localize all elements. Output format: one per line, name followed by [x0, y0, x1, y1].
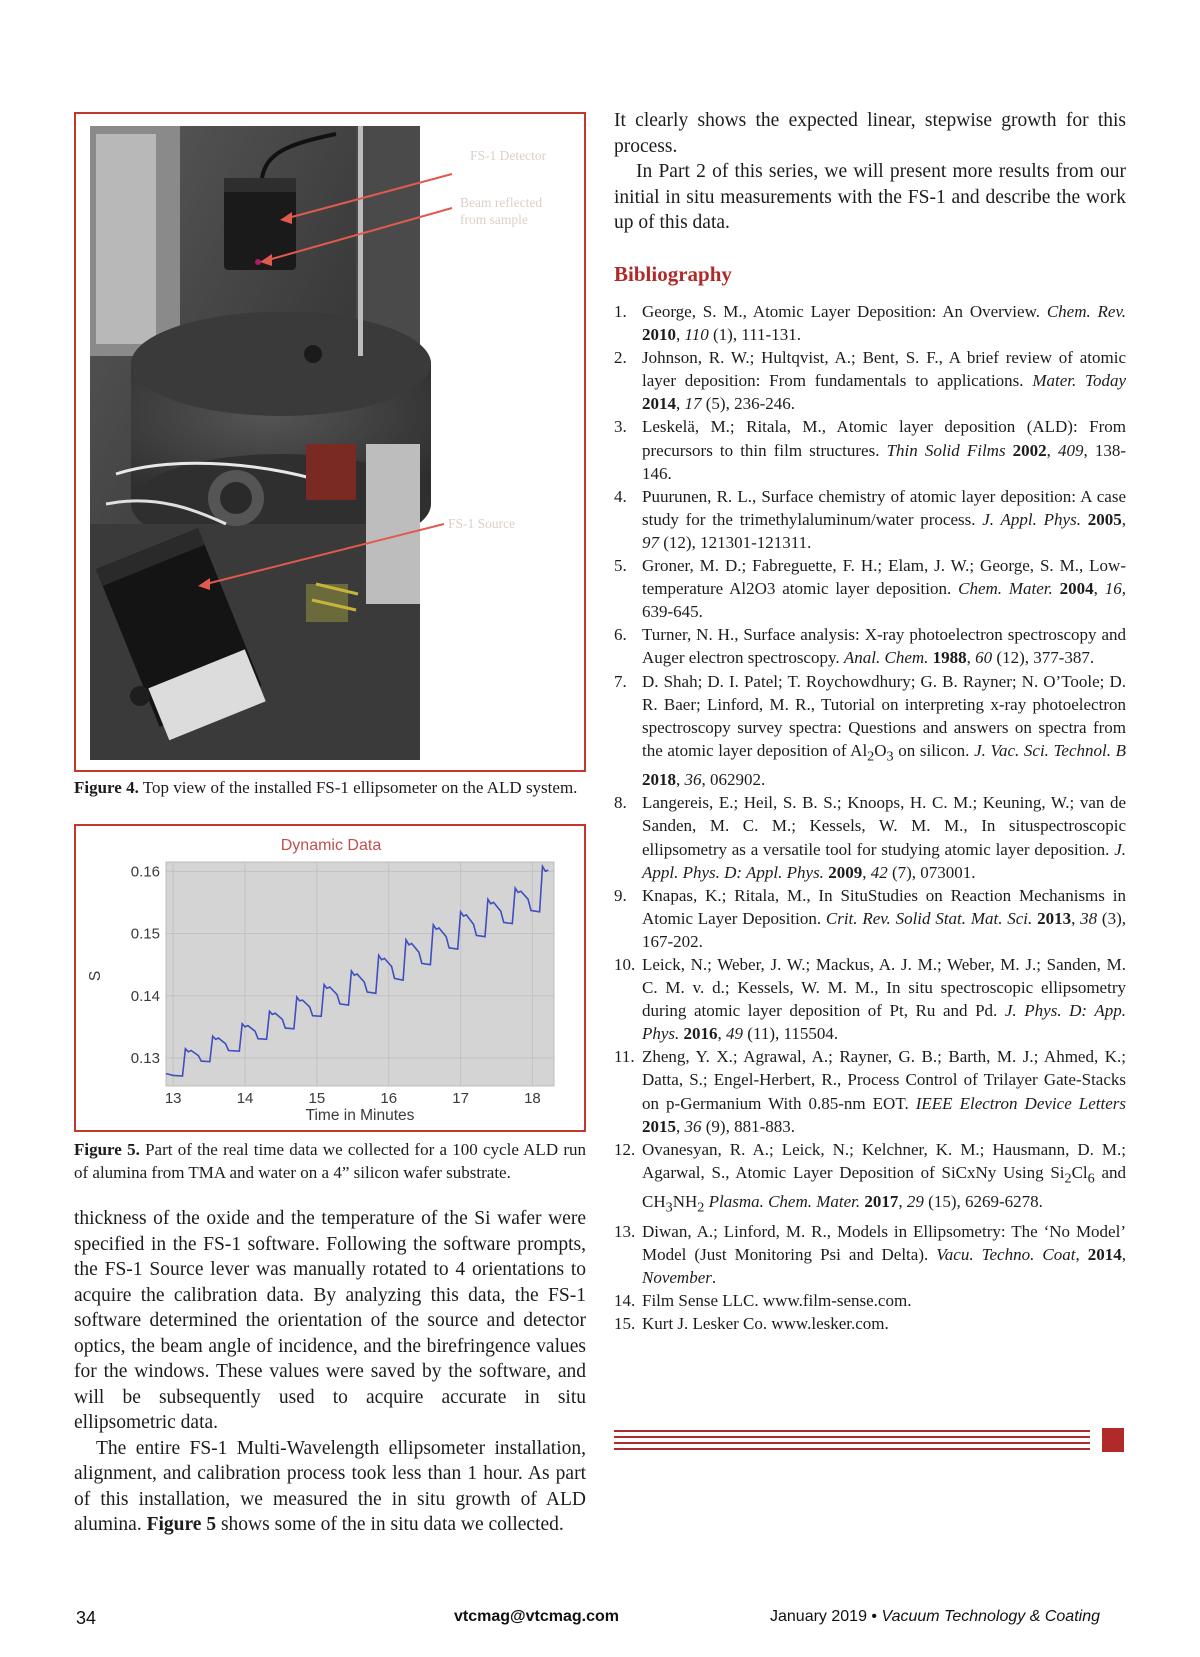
bibliography-entry-number: 10.	[614, 955, 636, 975]
bibliography-entry-text: Kurt J. Lesker Co. www.lesker.com.	[642, 1314, 889, 1334]
bibliography-entry	[614, 554, 1126, 623]
bibliography-entry	[614, 1138, 1126, 1220]
y-axis-label: S	[87, 970, 104, 982]
bibliography-entry	[614, 300, 1126, 346]
figure-4-caption-text: Top view of the installed FS-1 ellipsometer on the ALD system.	[138, 778, 578, 797]
decorative-rule	[614, 1448, 1090, 1450]
x-tick-label: 14	[236, 1090, 254, 1107]
right-column-text	[614, 108, 1126, 236]
bibliography-entry-number: 8.	[614, 793, 627, 813]
bibliography-entry	[614, 1045, 1126, 1137]
page-number: 34	[76, 1608, 97, 1628]
bibliography-entry-number: 11.	[614, 1047, 635, 1067]
bibliography-list	[614, 300, 1126, 1335]
left-column-text	[74, 1206, 586, 1538]
bibliography-entry-text: Film Sense LLC. www.film-sense.com.	[642, 1291, 912, 1311]
bibliography-entry-number: 13.	[614, 1221, 636, 1241]
footer-email: vtcmag@vtcmag.com	[454, 1608, 619, 1625]
bibliography-entry-text: Leick, N.; Weber, J. W.; Mackus, A. J. M.; Weber, M. J.; Sanden, M. C. M. v. d.; Kessels, W. M. M., In situ spectroscopic ellipsometry during atomic layer deposition of Pt, Ru and Pd. J. Phys. D: App. Phys. 2016, 49 (11), 115504.	[642, 955, 1126, 1044]
decorative-square	[1102, 1428, 1124, 1452]
y-tick-label: 0.13	[130, 1050, 160, 1067]
x-tick-label: 15	[308, 1090, 326, 1107]
decorative-rule	[614, 1436, 1090, 1438]
footer-bullet: •	[871, 1608, 878, 1625]
bibliography-entry-text: Diwan, A.; Linford, M. R., Models in Ellipsometry: The ‘No Model’ Model (Just Monitoring Psi and Delta). Vacu. Techno. Coat, 2014, November.	[642, 1221, 1127, 1288]
bibliography-entry-number: 12.	[614, 1139, 636, 1159]
chart-title: Dynamic Data	[280, 837, 382, 854]
plot-area	[166, 862, 554, 1086]
y-tick-label: 0.14	[130, 987, 160, 1005]
footer-publication: Vacuum Technology & Coating	[881, 1608, 1100, 1625]
bibliography-entry-text: Knapas, K.; Ritala, M., In SituStudies on Reaction Mechanisms in Atomic Layer Deposition. Crit. Rev. Solid Stat. Mat. Sci. 2013, 38 (3), 167-202.	[642, 885, 1126, 951]
right-paragraph-1: It clearly shows the expected linear, stepwise growth for this process.	[614, 110, 1126, 157]
bibliography-entry-text: Langereis, E.; Heil, S. B. S.; Knoops, H. C. M.; Keuning, W.; van de Sanden, M. C. M.; Kessels, W. M. M., In situspectroscopic ellipsometry as a versatile tool for studying atomic layer deposition. J. Appl. Phys. D: Appl. Phys. 2009, 42 (7), 073001.	[642, 793, 1126, 882]
callout-fs1-source: FS-1 Source	[448, 516, 516, 531]
bibliography-entry	[614, 1220, 1126, 1289]
bibliography-entry-number: 15.	[614, 1314, 636, 1334]
bibliography-entry-number: 7.	[614, 671, 627, 691]
bibliography-entry	[614, 485, 1126, 554]
figure-5-caption	[74, 1138, 586, 1184]
figure-4-caption	[74, 776, 586, 799]
callout-beam-reflected: Beam reflected	[460, 195, 543, 210]
bibliography-entry	[614, 670, 1126, 792]
bibliography-entry-text: Johnson, R. W.; Hultqvist, A.; Bent, S. F., A brief review of atomic layer deposition: From fundamentals to applications. Mater. Today 2014, 17 (5), 236-246.	[642, 348, 1126, 414]
bibliography-entry-text: Groner, M. D.; Fabreguette, F. H.; Elam, J. W.; George, S. M., Low-temperature Al2O3 atomic layer deposition. Chem. Mater. 2004, 16, 639-645.	[642, 556, 1127, 622]
figure-5-reference: Figure 5	[146, 1514, 217, 1535]
footer-date: January 2019	[770, 1608, 867, 1625]
figure-4-frame	[74, 112, 586, 772]
left-paragraph-2: The entire FS-1 Multi-Wavelength ellipsometer installation, alignment, and calibration process took less than 1 hour. As part of this installation, we measured the in situ growth of ALD alumina. Figure 5 shows some of the in situ data we collected.	[74, 1437, 586, 1535]
bibliography-entry	[614, 623, 1126, 669]
bibliography-entry-number: 3.	[614, 417, 627, 437]
y-tick-label: 0.15	[130, 925, 160, 943]
bibliography-entry-text: D. Shah; D. I. Patel; T. Roychowdhury; G. B. Rayner; N. O’Toole; D. R. Baer; Linford, M. R., Tutorial on interpreting x-ray photoelectron spectroscopy survey spectra: Questions and answers on spectra from the atomic layer deposition of $Al_2O_3$ on silicon. J. Vac. Sci. Technol. B 2018, 36, 062902.	[642, 671, 1126, 790]
y-tick-label: 0.16	[130, 863, 160, 881]
bibliography-entry-number: 1.	[614, 302, 627, 321]
bibliography-entry	[614, 415, 1126, 484]
x-tick-label: 16	[380, 1090, 398, 1107]
decorative-rule	[614, 1442, 1090, 1444]
figure-5-caption-text: Part of the real time data we collected for a 100 cycle ALD run of alumina from TMA and water on a 4” silicon wafer substrate.	[74, 1140, 586, 1182]
bibliography-entry-text: George, S. M., Atomic Layer Deposition: An Overview. Chem. Rev. 2010, 110 (1), 111-131.	[642, 302, 1126, 345]
bibliography-entry	[614, 953, 1126, 1045]
bibliography-entry	[614, 791, 1126, 883]
bibliography-entry-number: 5.	[614, 556, 627, 576]
bibliography-entry-text: Leskelä, M.; Ritala, M., Atomic layer deposition (ALD): From precursors to thin film structures. Thin Solid Films 2002, 409, 138-146.	[642, 417, 1127, 483]
figure-5-label: Figure 5.	[74, 1140, 140, 1159]
figure-5-frame	[74, 824, 586, 1132]
footer-date-publication	[770, 1608, 1100, 1626]
decorative-rule	[614, 1430, 1090, 1432]
bibliography-entry	[614, 1312, 1126, 1335]
bibliography-heading: Bibliography	[614, 262, 732, 286]
bibliography-entry-text: Ovanesyan, R. A.; Leick, N.; Kelchner, K. M.; Hausmann, D. M.; Agarwal, S., Atomic Layer Deposition of SiCxNy Using $Si_2Cl_6$ and $CH_3NH_2$ Plasma. Chem. Mater. 2017, 29 (15), 6269-6278.	[642, 1139, 1126, 1216]
bibliography-entry-number: 6.	[614, 625, 627, 645]
bibliography-entry-number: 4.	[614, 486, 627, 506]
left-paragraph-1: thickness of the oxide and the temperature of the Si wafer were specified in the FS-1 software. Following the software prompts, the FS-1 Source lever was manually rotated to 4 orientations to acquire the calibration data. By analyzing this data, the FS-1 software determined the orientation of the source and detector optics, the beam angle of incidence, and the birefringence values for the windows. These values were saved by the software, and will be subsequently used to acquire accurate in situ ellipsometric data.	[74, 1208, 586, 1433]
callout-fs1-detector: FS-1 Detector	[470, 148, 547, 163]
bibliography-entry	[614, 1289, 1126, 1312]
bibliography-entry-number: 14.	[614, 1291, 636, 1311]
bibliography-entry-number: 9.	[614, 885, 627, 905]
x-tick-label: 18	[524, 1090, 541, 1107]
right-paragraph-2: In Part 2 of this series, we will present more results from our initial in situ measurements with the FS-1 and describe the work up of this data.	[614, 161, 1126, 233]
bibliography-entry-number: 2.	[614, 348, 627, 368]
x-tick-label: 17	[452, 1090, 469, 1107]
bibliography-entry	[614, 884, 1126, 953]
dynamic-data-chart	[76, 826, 584, 1130]
bibliography-entry	[614, 346, 1126, 415]
bibliography-entry-text: Puurunen, R. L., Surface chemistry of atomic layer deposition: A case study for the trimethylaluminum/water process. J. Appl. Phys. 2005, 97 (12), 121301-121311.	[642, 486, 1126, 552]
bibliography-entry-text: Zheng, Y. X.; Agrawal, A.; Rayner, G. B.; Barth, M. J.; Ahmed, K.; Datta, S.; Engel-Herbert, R., Process Control of Trilayer Gate-Stacks on p-Germanium With 0.85-nm EOT. IEEE Electron Device Letters 2015, 36 (9), 881-883.	[642, 1047, 1127, 1136]
figure-4-label: Figure 4.	[74, 778, 139, 797]
callout-from-sample: from sample	[460, 212, 528, 227]
ellipsometer-photo	[76, 114, 584, 770]
x-tick-label: 13	[164, 1090, 182, 1107]
bibliography-entry-text: Turner, N. H., Surface analysis: X-ray photoelectron spectroscopy and Auger electron spectroscopy. Anal. Chem. 1988, 60 (12), 377-387.	[642, 625, 1126, 668]
x-axis-label: Time in Minutes	[305, 1107, 415, 1124]
